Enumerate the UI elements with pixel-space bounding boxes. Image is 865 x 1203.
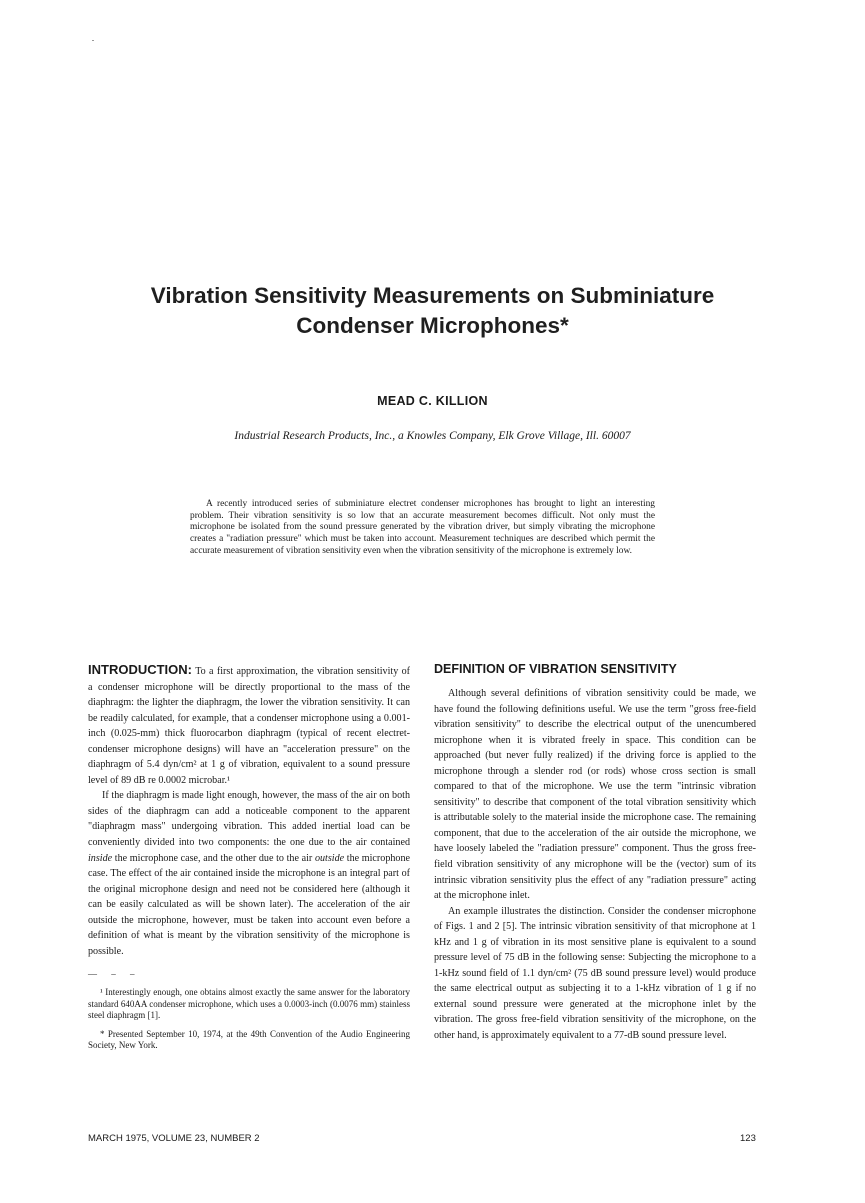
page-number: 123 <box>740 1133 756 1144</box>
author-affiliation: Industrial Research Products, Inc., a Knowles Company, Elk Grove Village, Ill. 60007 <box>234 430 631 442</box>
footnote-rule: — – – <box>88 969 141 980</box>
definition-paragraph-1: Although several definitions of vibration sensitivity could be made, we have found the following definitions useful. We use the term "gross free-field vibration sensitivity" to describe the electrical output of the unencumbered microphone when it is vibrated freely in space. This condition can be approached (but never fully realized) if the driving force is applied to the microphone through a slender rod (or rods) whose cross section is small compared to that of the microphone. We use the term "intrinsic vibration sensitivity" to describe that component of the total vibration sensitivity which is attributable solely to the material inside the microphone case. The remaining component, that due to the acceleration of the air outside the microphone, we have loosely labeled the "radiation pressure" component. Thus the gross free-field vibration sensitivity of any microphone will be the (vector) sum of its intrinsic vibration sensitivity plus the effect of any "radiation pressure" acting at the microphone inlet. <box>434 688 756 902</box>
definition-heading: DEFINITION OF VIBRATION SENSITIVITY <box>434 662 677 676</box>
introduction-paragraph-1 <box>88 662 410 788</box>
introduction-heading: INTRODUCTION: <box>88 662 192 677</box>
author-name: MEAD C. KILLION <box>377 394 488 408</box>
paper-title <box>100 281 765 341</box>
left-column <box>88 662 410 1059</box>
right-column <box>434 662 756 1044</box>
footnote-presented: * Presented September 10, 1974, at the 49th Convention of the Audio Engineering Society, New York. <box>88 1029 410 1051</box>
introduction-text-1: To a first approximation, the vibration sensitivity of a condenser microphone will be directly proportional to the mass of the diaphragm: the lighter the diaphragm, the lower the vibration sensitivity. It can be readily calculated, for example, that a condenser microphone using a 0.001-inch (0.025-mm) thick fluorocarbon diaphragm (typical of recent electret-condenser microphone designs) will have an "acceleration pressure" on the diaphragm of 5.4 dyn/cm² at 1 g of vibration, equivalent to a sound pressure level of 89 dB re 0.0002 microbar.¹ <box>88 666 411 786</box>
intro-p2-inside: inside <box>88 852 113 864</box>
intro-p2-part-a: If the diaphragm is made light enough, however, the mass of the air on both sides of the diaphragm can add a noticeable component to the apparent "diaphragm mass" undergoing vibration. This added inertial load can be conveniently divided into two components: the one due to the air contained <box>88 790 410 849</box>
journal-issue-footer: MARCH 1975, VOLUME 23, NUMBER 2 <box>88 1133 260 1144</box>
footnote-1: ¹ Interestingly enough, one obtains almost exactly the same answer for the laboratory standard 640AA condenser microphone, which uses a 0.0003-inch (0.0076 mm) stainless steel diaphragm [1]. <box>88 987 410 1020</box>
introduction-paragraph-2 <box>88 788 410 959</box>
intro-p2-part-b: the microphone case, and the other due to the air <box>112 852 315 864</box>
abstract: A recently introduced series of subminiature electret condenser microphones has brought to light an interesting problem. Their vibration sensitivity is so low that an accurate measurement becomes difficult. Not only must the microphone be isolated from the sound pressure generated by the vibration driver, but simply vibrating the microphone creates a "radiation pressure" which must be taken into account. Measurement techniques are described which permit the accurate measurement of vibration sensitivity even when the vibration sensitivity of the microphone is extremely low. <box>190 499 655 556</box>
title-line-2: Condenser Microphones* <box>296 313 569 338</box>
scan-speck <box>92 40 94 41</box>
title-line-1: Vibration Sensitivity Measurements on Subminiature <box>150 283 715 308</box>
intro-p2-part-c: the microphone case. The effect of the air contained inside the microphone is an integral part of the original microphone design and need not be considered here (although it can be easily calculated as will be shown later). The acceleration of the air outside the microphone, however, must be taken into account even before a definition of what is meant by the vibration sensitivity of the microphone is possible. <box>88 852 410 957</box>
intro-p2-outside: outside <box>314 852 345 864</box>
definition-paragraph-2: An example illustrates the distinction. Consider the condenser microphone of Figs. 1 and 2 [5]. The intrinsic vibration sensitivity of that microphone at 1 kHz and 1 g of vibration in its most sensitive plane is equivalent to a sound pressure level of 75 dB in the following sense: Subjecting the microphone to a 1-kHz sound field of 1.1 dyn/cm² (75 dB sound pressure level) would produce the same electrical output as subjecting it to a 1-kHz vibration of 1 g if no external sound pressure were generated at the microphone inlet by the vibration. The gross free-field vibration sensitivity of the microphone, on the other hand, is approximately equivalent to a 77-dB sound pressure level. <box>434 905 756 1042</box>
